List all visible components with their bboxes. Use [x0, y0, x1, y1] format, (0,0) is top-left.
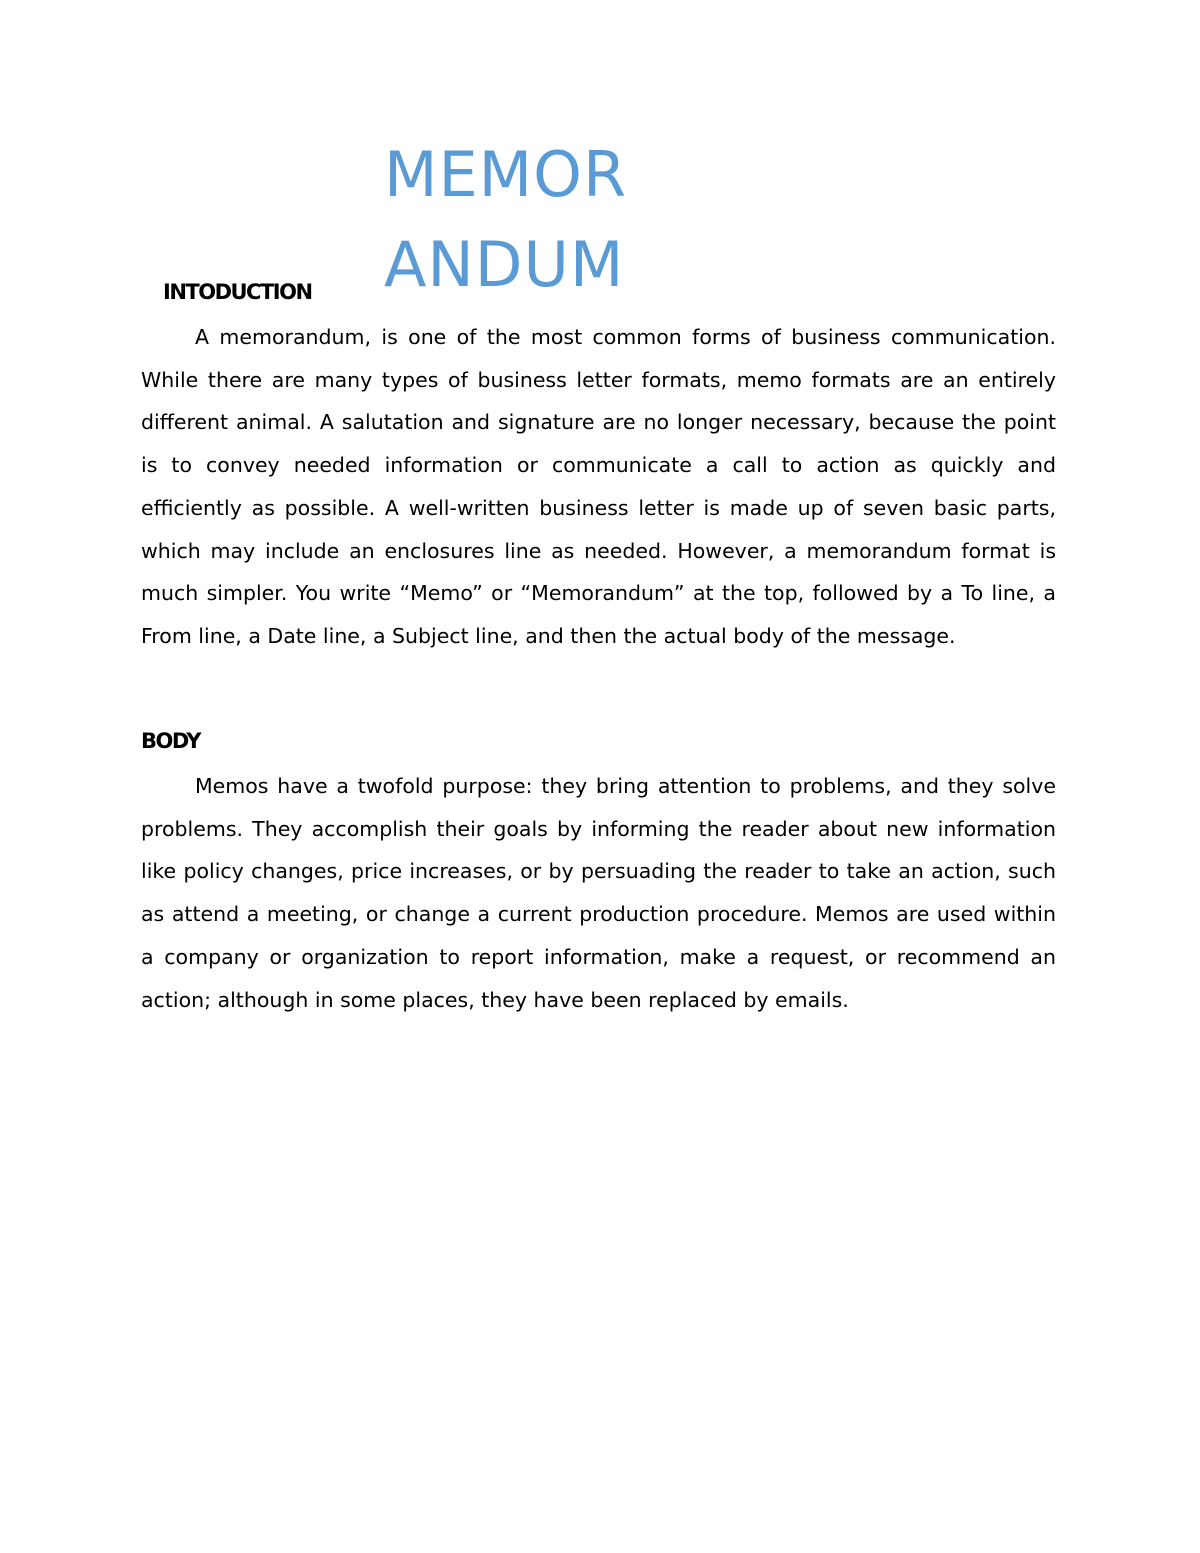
- introduction-heading: INTODUCTION: [163, 280, 312, 304]
- title-line-2: ANDUM: [384, 228, 625, 301]
- introduction-paragraph: A memorandum, is one of the most common forms of business communication. While there are many types of business letter formats, memo formats are an entirely different animal. A salutation and signature are no longer necessary, because the point is to convey needed information or communicate a call to action as quickly and efficiently as possible. A well-written business letter is made up of seven basic parts, which may include an enclosures line as needed. However, a memorandum format is much simpler. You write “Memo” or “Memorandum” at the top, followed by a To line, a From line, a Date line, a Subject line, and then the actual body of the message.: [141, 325, 1056, 648]
- body-paragraph: Memos have a twofold purpose: they bring attention to problems, and they solve problems. They accomplish their goals by informing the reader about new information like policy changes, price increases, or by persuading the reader to take an action, such as attend a meeting, or change a current production procedure. Memos are used within a company or organization to report information, make a request, or recommend an action; although in some places, they have been replaced by emails.: [141, 774, 1056, 1012]
- document-title: [384, 130, 684, 310]
- body-heading: BODY: [141, 729, 200, 753]
- title-line-1: MEMOR: [384, 138, 628, 211]
